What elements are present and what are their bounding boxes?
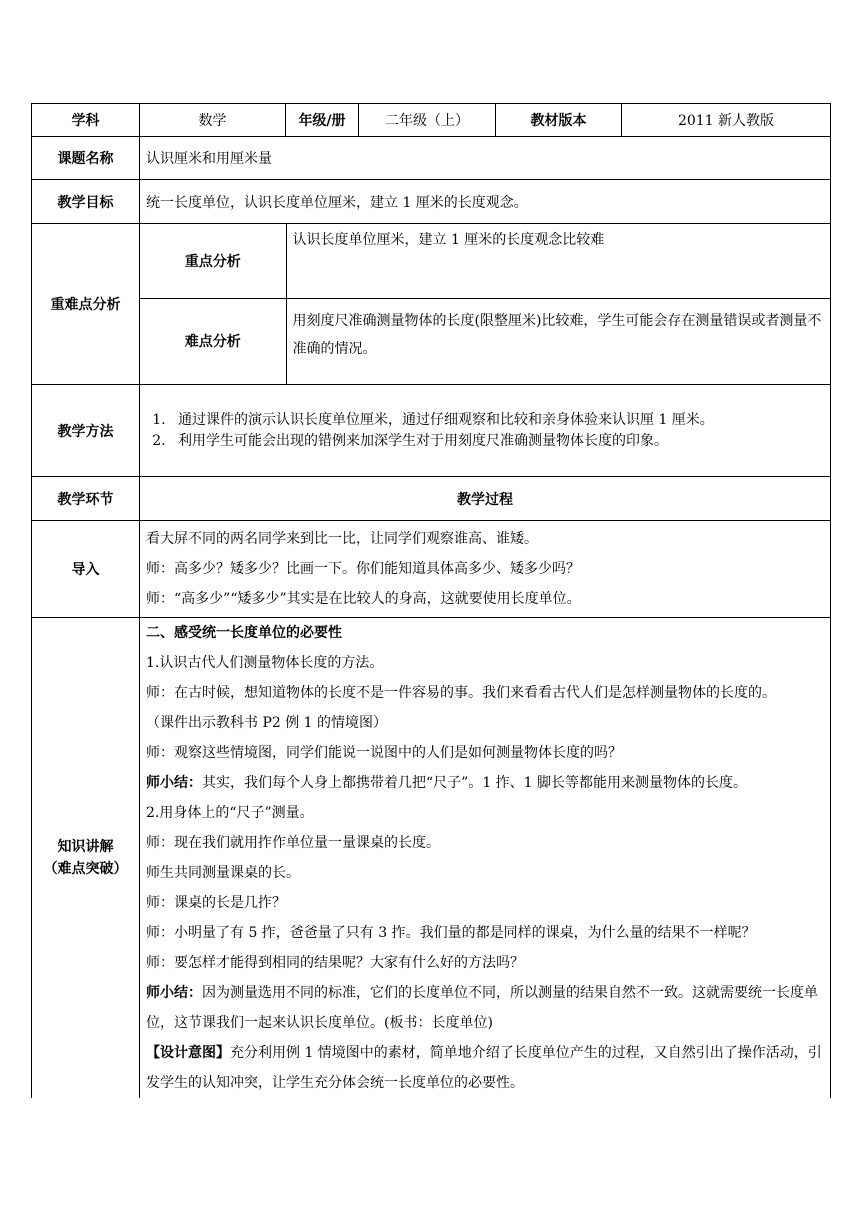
summary-paragraph [146,978,824,1038]
intro-row [32,521,831,618]
paragraph: 2.用身体上的“尺子”测量。 [146,805,314,821]
paragraph: 师：课桌的长是几拃？ [146,895,286,911]
topic-label: 课题名称 [32,137,140,180]
difficulty-label: 重难点分析 [32,224,140,385]
knowledge-label [32,618,140,1099]
process-header-row [32,477,831,521]
intro-line: 师：高多少？矮多少？比画一下。你们能知道具体高多少、矮多少吗？ [146,561,580,577]
summary-label: 师小结： [146,985,202,1001]
hard-point-label: 难点分析 [140,298,286,384]
paragraph: 师：在古时候，想知道物体的长度不是一件容易的事。我们来看看古代人们是怎样测量物体的长度的。 [146,685,776,701]
paragraph: 师生共同测量课桌的长。 [146,865,300,881]
difficulty-subtable [140,224,830,384]
key-point-label: 重点分析 [140,224,286,298]
knowledge-label-line1: 知识讲解 [57,839,114,855]
paragraph: 师：现在我们就用拃作单位量一量课桌的长度。 [146,835,440,851]
paragraph: （课件出示教科书 P2 例 1 的情境图） [146,715,388,731]
goal-value: 统一长度单位，认识长度单位厘米，建立 1 厘米的长度观念。 [140,180,831,224]
key-point-value: 认识长度单位厘米，建立 1 厘米的长度观念比较难 [286,224,830,298]
grade-label: 年级/册 [286,104,359,137]
header-row [32,104,831,137]
method-label: 教学方法 [32,385,140,477]
method-item: 1. 通过课件的演示认识长度单位厘米，通过仔细观察和比较和亲身体验来认识厘 1 厘米。 [170,410,824,431]
design-intent-text: 充分利用例 1 情境图中的素材，简单地介绍了长度单位产生的过程，又自然引出了操作活动，引发学生的认知冲突，让学生充分体会统一长度单位的必要性。 [146,1045,822,1091]
summary-text: 其实，我们每个人身上都携带着几把“尺子”。1 拃、1 脚长等都能用来测量物体的长度。 [202,775,748,791]
edition-value: 2011 新人教版 [622,104,831,137]
subject-value: 数学 [140,104,286,137]
goal-row [32,180,831,224]
edition-label: 教材版本 [496,104,622,137]
stage-header: 教学环节 [32,477,140,521]
intro-line: 看大屏不同的两名同学来到比一比，让同学们观察谁高、谁矮。 [146,531,538,547]
summary-paragraph [146,768,824,798]
paragraph: 师：观察这些情境图，同学们能说一说图中的人们是如何测量物体长度的吗？ [146,745,622,761]
design-intent-label: 【设计意图】 [146,1045,230,1061]
lesson-plan-table [31,103,831,1098]
knowledge-cell [140,618,831,1099]
intro-line: 师：“高多少”“矮多少”其实是在比较人的身高，这就要使用长度单位。 [146,591,581,607]
summary-text: 因为测量选用不同的标准，它们的长度单位不同，所以测量的结果自然不一致。这就需要统一长度单位，这节课我们一起来认识长度单位。(板书：长度单位) [146,985,818,1031]
paragraph: 师：要怎样才能得到相同的结果呢？大家有什么好的方法吗？ [146,955,524,971]
method-item: 2. 利用学生可能会出现的错例来加深学生对于用刻度尺准确测量物体长度的印象。 [170,431,824,452]
goal-label: 教学目标 [32,180,140,224]
subject-label: 学科 [32,104,140,137]
intro-label: 导入 [32,521,140,618]
summary-label: 师小结： [146,775,202,791]
intro-cell [140,521,831,618]
process-header: 教学过程 [140,477,831,521]
method-list [146,410,824,452]
grade-value: 二年级（上） [359,104,496,137]
knowledge-label-line2: （难点突破） [43,861,128,877]
paragraph: 1.认识古代人们测量物体长度的方法。 [146,655,384,671]
knowledge-row [32,618,831,1099]
difficulty-row [32,224,831,385]
section-title: 二、感受统一长度单位的必要性 [146,625,342,641]
hard-point-value: 用刻度尺准确测量物体的长度(限整厘米)比较难，学生可能会存在测量错误或者测量不准确的情况。 [286,298,830,384]
method-row [32,385,831,477]
method-cell [140,385,831,477]
topic-value: 认识厘米和用厘米量 [140,137,831,180]
topic-row [32,137,831,180]
paragraph: 师：小明量了有 5 拃，爸爸量了只有 3 拃。我们量的都是同样的课桌，为什么量的结果不一样呢？ [146,925,756,941]
difficulty-cell [140,224,831,385]
design-intent-paragraph [146,1038,824,1098]
